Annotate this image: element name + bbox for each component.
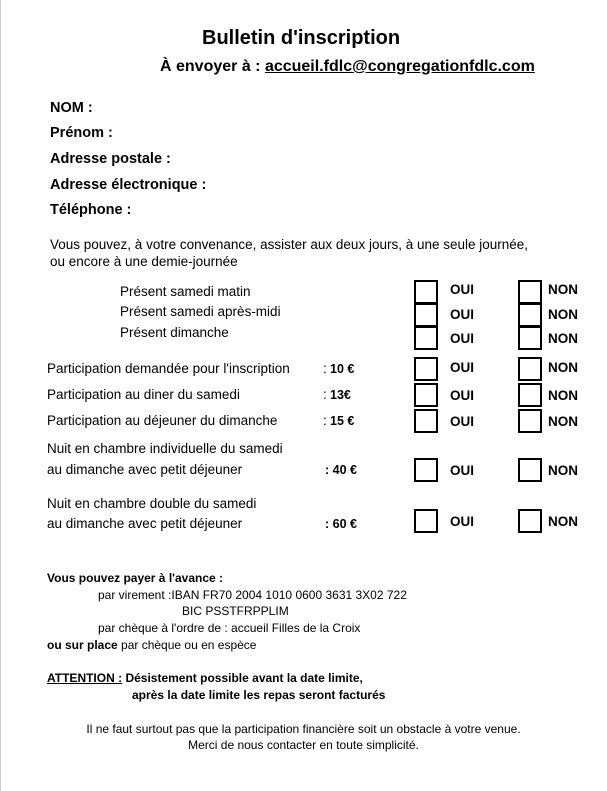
checkbox-oui-samedi-matin[interactable] [414,280,438,304]
attention-text-1: Désistement possible avant la date limite, [122,671,363,685]
participation-dejeuner-label: Participation au déjeuner du dimanche [47,413,278,428]
attention-line-1 [47,671,363,685]
night-single-line-2: au dimanche avec petit déjeuner [47,462,243,477]
checkbox-non-inscription[interactable] [518,357,542,381]
payment-onsite-rest: par chèque ou en espèce [117,638,257,652]
label-non: NON [548,388,578,403]
attention-label: ATTENTION : [47,671,123,685]
send-to-line [160,58,535,76]
night-single-line-1: Nuit en chambre individuelle du samedi [47,441,283,456]
checkbox-oui-samedi-apres-midi[interactable] [414,303,438,327]
payment-bic: BIC PSSTFRPPLIM [182,604,289,618]
label-non: NON [548,414,578,429]
checkbox-oui-diner[interactable] [414,383,438,407]
participation-dejeuner-price: 15 € [330,414,355,428]
presence-samedi-apres-midi: Présent samedi après-midi [120,304,281,319]
footer-line-1: Il ne faut surtout pas que la participation financière soit un obstacle à votre venue. [86,722,521,736]
payment-onsite-bold: ou sur place [47,638,118,652]
label-non: NON [548,331,578,346]
presence-samedi-matin: Présent samedi matin [120,284,251,299]
night-single-price: : 40 € [325,463,357,477]
page-title: Bulletin d'inscription [202,27,401,49]
checkbox-non-samedi-apres-midi[interactable] [518,303,542,327]
label-oui: OUI [450,463,475,478]
label-oui: OUI [450,331,475,346]
field-adresse-postale[interactable]: Adresse postale : [50,151,171,167]
label-oui: OUI [450,514,475,529]
checkbox-non-diner[interactable] [518,383,542,407]
participation-diner-sep: : [323,387,327,402]
participation-inscription-sep: : [323,361,327,376]
checkbox-non-night-single[interactable] [518,458,542,482]
checkbox-oui-night-double[interactable] [414,509,438,533]
payment-heading: Vous pouvez payer à l'avance : [47,571,224,585]
send-to-prefix: À envoyer à : [160,58,265,75]
label-oui: OUI [450,360,475,375]
checkbox-oui-inscription[interactable] [414,357,438,381]
footer-line-2: Merci de nous contacter en toute simplicité. [188,738,419,752]
label-non: NON [548,307,578,322]
checkbox-non-dimanche[interactable] [518,326,542,350]
participation-dejeuner-sep: : [323,413,327,428]
participation-diner-price: 13€ [330,388,351,402]
field-telephone[interactable]: Téléphone : [50,202,132,218]
checkbox-non-samedi-matin[interactable] [518,280,542,304]
participation-inscription-label: Participation demandée pour l'inscription [47,361,290,376]
participation-inscription-price: 10 € [330,362,355,376]
night-double-line-1: Nuit en chambre double du samedi [47,496,257,511]
checkbox-non-dejeuner[interactable] [518,409,542,433]
night-double-line-2: au dimanche avec petit déjeuner [47,516,243,531]
label-non: NON [548,360,578,375]
payment-transfer: par virement :IBAN FR70 2004 1010 0600 3631 3X02 722 [98,588,407,602]
label-oui: OUI [450,388,475,403]
email-link[interactable]: accueil.fdlc@congregationfdlc.com [264,58,535,75]
payment-cheque: par chèque à l'ordre de : accueil Filles de la Croix [98,621,361,635]
label-oui: OUI [450,414,475,429]
label-oui: OUI [450,307,475,322]
checkbox-oui-dimanche[interactable] [414,326,438,350]
label-non: NON [548,514,578,529]
payment-onsite [47,638,256,652]
night-double-price: : 60 € [325,517,357,531]
page-edge [0,0,1,791]
label-non: NON [548,282,578,297]
field-prenom[interactable]: Prénom : [50,125,113,141]
checkbox-oui-night-single[interactable] [414,458,438,482]
field-nom[interactable]: NOM : [50,100,93,116]
intro-line-1: Vous pouvez, à votre convenance, assister aux deux jours, à une seule journée, [50,237,529,252]
intro-line-2: ou encore à une demie-journée [50,254,238,269]
label-oui: OUI [450,282,475,297]
checkbox-oui-dejeuner[interactable] [414,409,438,433]
participation-diner-label: Participation au diner du samedi [47,387,240,402]
attention-line-2: après la date limite les repas seront facturés [132,688,386,702]
checkbox-non-night-double[interactable] [518,509,542,533]
field-adresse-electronique[interactable]: Adresse électronique : [50,177,207,193]
label-non: NON [548,463,578,478]
presence-dimanche: Présent dimanche [120,325,229,340]
